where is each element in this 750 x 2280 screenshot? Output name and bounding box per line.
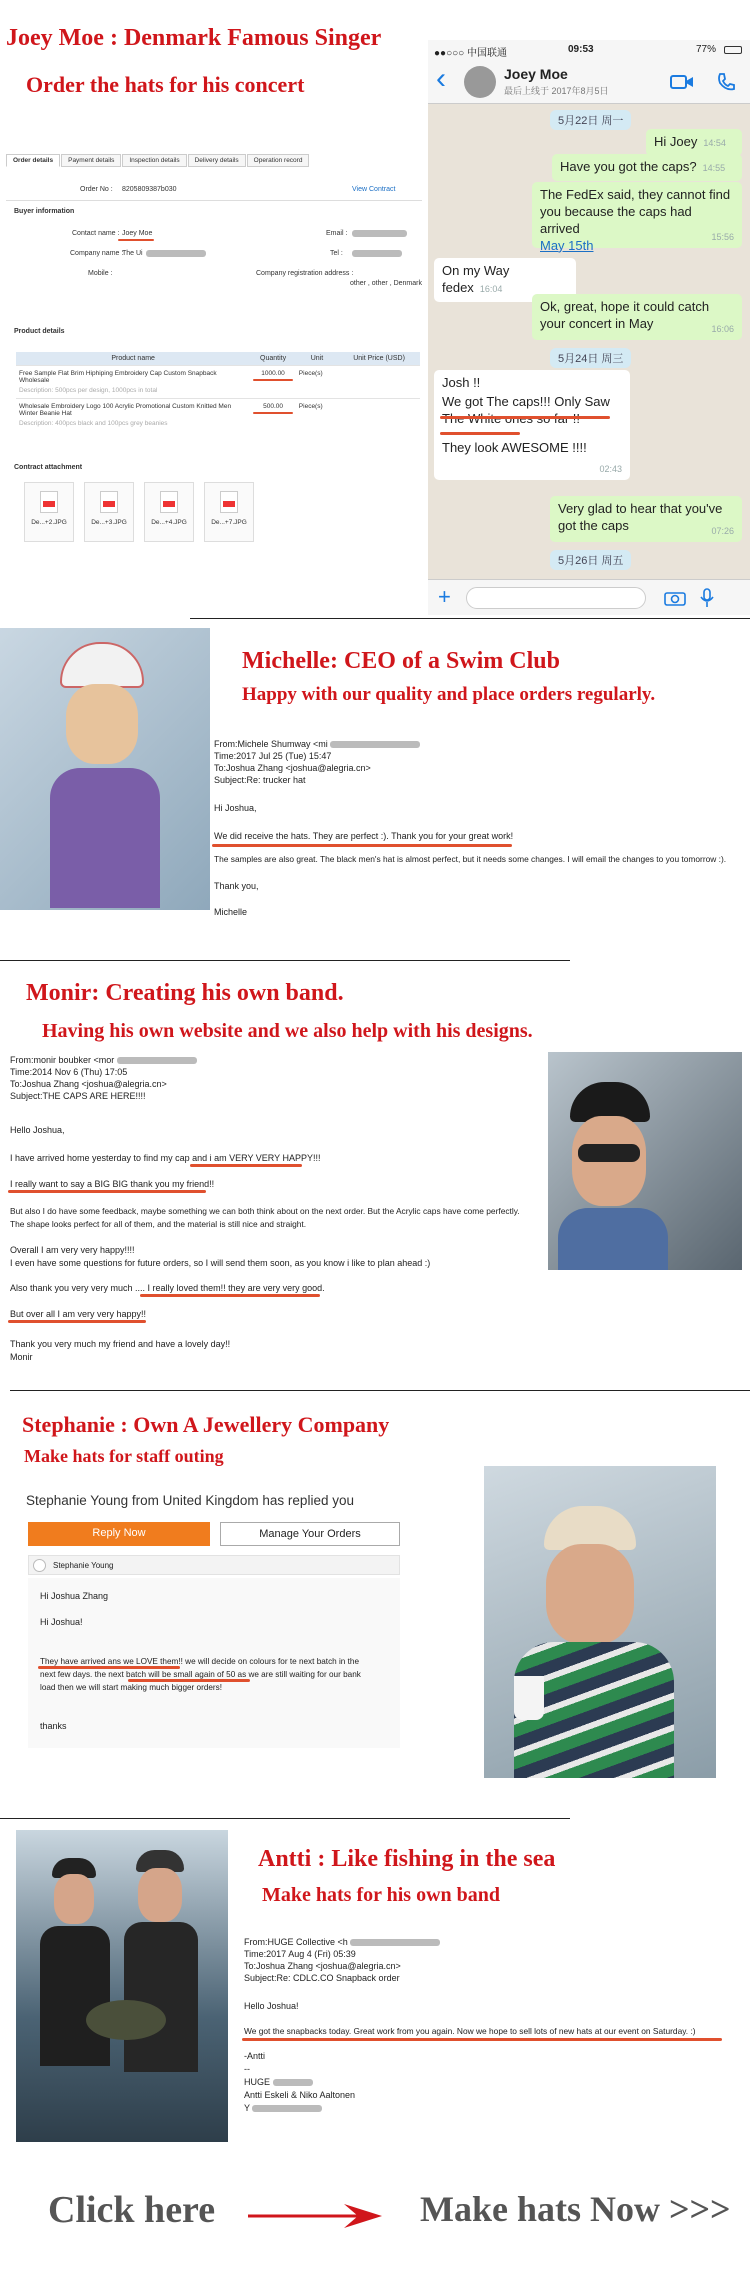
col-quantity: Quantity xyxy=(250,352,295,366)
back-icon[interactable]: ‹ xyxy=(436,62,446,95)
click-here-link[interactable]: Click here xyxy=(48,2189,216,2231)
stephanie-photo xyxy=(484,1466,716,1778)
attachment-file[interactable]: De...+3.JPG xyxy=(84,482,134,542)
email-body-line: HUGE xyxy=(244,2076,313,2088)
contact-name: Joey Moe xyxy=(122,230,153,237)
reply-notice: Stephanie Young from United Kingdom has replied you xyxy=(26,1493,354,1508)
make-hats-now-link[interactable]: Make hats Now >>> xyxy=(420,2189,731,2229)
product-table xyxy=(16,352,420,431)
email-body-line: Overall I am very very happy!!!! xyxy=(10,1245,135,1255)
email-body-line: But also I do have some feedback, maybe something we can both think about on the next order. But the Acrylic caps have come perfectly. xyxy=(10,1206,520,1216)
sender-name: Stephanie Young xyxy=(53,1561,114,1570)
company-label: Company name : xyxy=(70,250,124,257)
whatsapp-chat xyxy=(428,40,750,615)
monir-title: Monir: Creating his own band. xyxy=(26,980,344,1006)
tab-payment-details[interactable]: Payment details xyxy=(61,154,121,167)
email-to: To:Joshua Zhang <joshua@alegria.cn> xyxy=(214,763,371,774)
product-unit: Piece(s) xyxy=(296,366,338,399)
email-time: Time:2017 Aug 4 (Fri) 05:39 xyxy=(244,1949,356,1960)
email-time: Time:2014 Nov 6 (Thu) 17:05 xyxy=(10,1067,128,1078)
message-bubble[interactable]: Hi Joey 14:54 xyxy=(646,129,742,156)
email-body-line: Y xyxy=(244,2102,322,2114)
order-details-panel xyxy=(0,142,428,560)
chat-header xyxy=(428,60,750,104)
joey-title: Joey Moe : Denmark Famous Singer xyxy=(6,25,382,51)
video-call-icon[interactable] xyxy=(670,74,694,90)
michelle-photo xyxy=(0,628,210,910)
microphone-icon[interactable] xyxy=(700,588,714,608)
product-name[interactable]: Wholesale Embroidery Logo 100 Acrylic Promotional Custom Knitted Men Winter Beanie Hat xyxy=(19,403,232,417)
stephanie-subtitle: Make hats for staff outing xyxy=(24,1446,224,1466)
reg-address-value: other , other , Denmark xyxy=(350,280,422,287)
tab-operation-record[interactable]: Operation record xyxy=(247,154,310,167)
antti-title: Antti : Like fishing in the sea xyxy=(258,1846,556,1872)
message-bubble[interactable]: Josh !! We got The caps!!! Only Saw They look AWESOME !!!! 02:43 xyxy=(434,370,630,480)
avatar[interactable] xyxy=(464,66,496,98)
email-from: From:monir boubker <mor xyxy=(10,1054,197,1066)
email-time: Time:2017 Jul 25 (Tue) 15:47 xyxy=(214,751,332,762)
date-link[interactable]: May 15th xyxy=(540,237,594,253)
email-subject: Subject:Re: CDLC.CO Snapback order xyxy=(244,1973,400,1984)
date-divider: 5月24日 周三 xyxy=(550,348,631,368)
carrier: ●●○○○ 中国联通 xyxy=(434,48,507,59)
email-body-line: The shape looks perfect for all of them, and the material is still nice and straight. xyxy=(10,1219,307,1229)
clock: 09:53 xyxy=(568,44,594,55)
last-seen: 最后上线于 2017年8月5日 xyxy=(504,86,609,96)
antti-photo xyxy=(16,1830,228,2142)
table-row xyxy=(16,366,420,399)
attachment-file[interactable]: De...+7.JPG xyxy=(204,482,254,542)
attachment-file[interactable]: De...+4.JPG xyxy=(144,482,194,542)
email-to: To:Joshua Zhang <joshua@alegria.cn> xyxy=(244,1961,401,1972)
email-body-line: But over all I am very very happy!! xyxy=(10,1309,147,1319)
email-to: To:Joshua Zhang <joshua@alegria.cn> xyxy=(10,1079,167,1090)
message-bubble[interactable]: On my Way fedex 16:04 xyxy=(434,258,576,302)
email-body-line: We did receive the hats. They are perfect :). Thank you for your great work! xyxy=(214,831,514,841)
jpg-file-icon xyxy=(40,491,58,513)
contact-label: Contact name : xyxy=(72,230,120,237)
phone-call-icon[interactable] xyxy=(716,72,736,92)
email-body-line: load then we will start making much bigger orders! xyxy=(40,1683,223,1692)
product-qty: 500.00 xyxy=(263,403,283,410)
attachment-heading: Contract attachment xyxy=(14,464,83,471)
email-signature: Monir xyxy=(10,1352,33,1362)
email-signature: Antti Eskeli & Niko Aaltonen xyxy=(244,2090,356,2100)
tel-label: Tel : xyxy=(330,250,343,257)
reply-now-button[interactable]: Reply Now xyxy=(28,1522,210,1546)
email-greeting: Hello Joshua, xyxy=(10,1125,65,1135)
product-details-heading: Product details xyxy=(14,328,65,335)
email-body-line: We got the snapbacks today. Great work from you again. Now we hope to sell lots of new hats at our event on Saturday. :) xyxy=(244,2026,696,2036)
email-body-line: I even have some questions for future orders, so I will send them soon, as you know i like to plan ahead :) xyxy=(10,1258,431,1268)
stephanie-title: Stephanie : Own A Jewellery Company xyxy=(22,1412,390,1437)
email-label: Email : xyxy=(326,230,348,237)
monir-photo xyxy=(548,1052,742,1270)
antti-email xyxy=(238,1930,750,2126)
order-no: 8205809387b030 xyxy=(122,186,177,193)
michelle-title: Michelle: CEO of a Swim Club xyxy=(242,648,560,674)
email-greeting: Hi Joshua! xyxy=(40,1617,83,1627)
battery-level: 77% xyxy=(696,44,717,55)
monir-email xyxy=(0,1050,545,1380)
order-no-label: Order No : xyxy=(80,186,113,193)
user-icon xyxy=(33,1559,46,1572)
email-body-line: Also thank you very very much .... I really loved them!! they are very very good. xyxy=(10,1283,325,1293)
email-body-line: I have arrived home yesterday to find my cap and i am VERY VERY HAPPY!!! xyxy=(10,1153,321,1163)
product-unit: Piece(s) xyxy=(296,399,338,432)
col-product-name: Product name xyxy=(16,352,250,366)
buyer-info-heading: Buyer information xyxy=(14,208,75,215)
message-input-bar xyxy=(428,579,750,615)
arrow-right-icon xyxy=(248,2202,384,2230)
product-desc: Description: 400pcs black and 100pcs grey beanies xyxy=(19,420,168,427)
tab-delivery-details[interactable]: Delivery details xyxy=(188,154,246,167)
col-unit-price: Unit Price (USD) xyxy=(338,352,420,366)
michelle-subtitle: Happy with our quality and place orders regularly. xyxy=(242,684,656,705)
jpg-file-icon xyxy=(100,491,118,513)
camera-icon[interactable] xyxy=(664,590,686,606)
email-body-line: -- xyxy=(244,2064,250,2074)
contact-name[interactable]: Joey Moe xyxy=(504,66,568,82)
product-qty: 1000.00 xyxy=(261,370,285,377)
date-divider: 5月26日 周五 xyxy=(550,550,631,570)
battery-icon xyxy=(724,46,742,54)
ios-status-bar xyxy=(428,40,750,60)
email-greeting: Hi Joshua Zhang xyxy=(40,1591,109,1601)
joey-subtitle: Order the hats for his concert xyxy=(26,72,305,97)
stephanie-email xyxy=(28,1578,400,1748)
email-body-line: I really want to say a BIG BIG thank you my friend!! xyxy=(10,1179,215,1189)
message-bubble[interactable]: Very glad to hear that you've got the caps 07:26 xyxy=(550,496,742,542)
email-body-line: Thank you very much my friend and have a lovely day!! xyxy=(10,1339,231,1349)
jpg-file-icon xyxy=(160,491,178,513)
sender-bar xyxy=(28,1555,400,1575)
reg-address-label: Company registration address : xyxy=(256,270,354,277)
date-divider: 5月22日 周一 xyxy=(550,110,631,130)
email-subject: Subject:Re: trucker hat xyxy=(214,775,306,786)
message-bubble[interactable]: Have you got the caps? 14:55 xyxy=(552,154,742,181)
jpg-file-icon xyxy=(220,491,238,513)
view-contract-link[interactable]: View Contract xyxy=(352,186,396,193)
manage-orders-button[interactable]: Manage Your Orders xyxy=(220,1522,400,1546)
message-input[interactable] xyxy=(466,587,646,609)
company-name: The Ui xyxy=(122,250,143,257)
email-body-line: next few days. the next batch will be small again of 50 as we are still waiting for our bank xyxy=(40,1670,361,1679)
antti-subtitle: Make hats for his own band xyxy=(262,1884,501,1906)
plus-icon[interactable]: + xyxy=(438,584,451,609)
order-tabs xyxy=(6,154,310,167)
email-body-line: The samples are also great. The black men's hat is almost perfect, but it needs some changes. I will email the changes to you tomorrow :). xyxy=(214,854,727,864)
product-name[interactable]: Free Sample Flat Brim Hiphiping Embroidery Cap Custom Snapback Wholesale xyxy=(19,370,217,384)
attachment-file[interactable]: De...+2.JPG xyxy=(24,482,74,542)
tab-order-details[interactable]: Order details xyxy=(6,154,60,167)
email-body-line: -Antti xyxy=(244,2051,266,2061)
email-from: From:HUGE Collective <h xyxy=(244,1936,440,1948)
tab-inspection-details[interactable]: Inspection details xyxy=(122,154,186,167)
email-body-line: Thank you, xyxy=(214,881,259,891)
email-greeting: Hello Joshua! xyxy=(244,2001,299,2011)
email-subject: Subject:THE CAPS ARE HERE!!!! xyxy=(10,1091,146,1102)
email-greeting: Hi Joshua, xyxy=(214,803,257,813)
message-bubble[interactable]: Ok, great, hope it could catch your concert in May 16:06 xyxy=(532,294,742,340)
email-signature: Michelle xyxy=(214,907,248,917)
product-desc: Description: 500pcs per design, 1000pcs in total xyxy=(19,387,158,394)
michelle-email xyxy=(210,732,750,924)
email-body-line: They have arrived ans we LOVE them!! we will decide on colours for te next batch in the xyxy=(40,1657,360,1666)
email-signature: thanks xyxy=(40,1721,67,1731)
col-unit: Unit xyxy=(296,352,338,366)
email-from: From:Michele Shumway <mi xyxy=(214,738,420,750)
table-header-row xyxy=(16,352,420,366)
mobile-label: Mobile : xyxy=(88,270,113,277)
table-row xyxy=(16,399,420,432)
message-bubble[interactable]: The FedEx said, they cannot find you because the caps had arrived May 15th 15:56 xyxy=(532,182,742,248)
monir-subtitle: Having his own website and we also help with his designs. xyxy=(42,1020,533,1042)
